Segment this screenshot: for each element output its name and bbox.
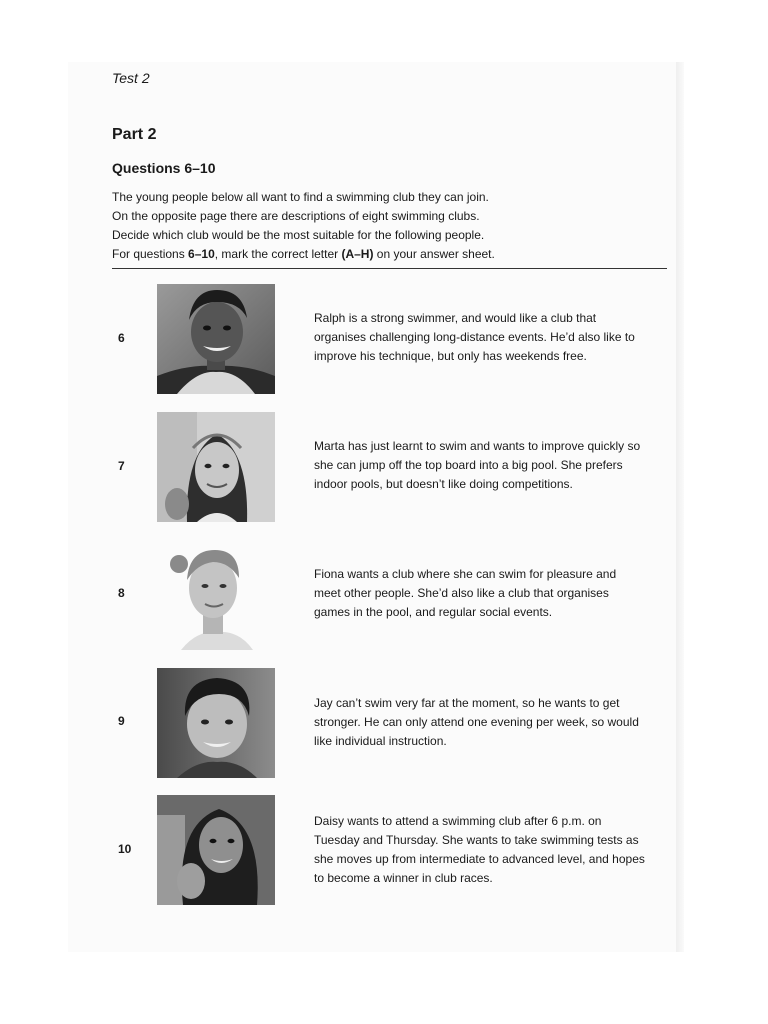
question-number: 7	[118, 459, 125, 473]
instruction-line: On the opposite page there are descriptions of eight swimming clubs.	[112, 209, 480, 223]
question-range: 6–10	[188, 247, 215, 261]
description-line: stronger. He can only attend one evening per week, so would	[314, 715, 639, 729]
questions-title: Questions 6–10	[112, 160, 216, 176]
instruction-text: , mark the correct letter	[214, 247, 342, 261]
instruction-line: Decide which club would be the most suitable for the following people.	[112, 228, 485, 242]
photo-marta	[157, 412, 275, 522]
instruction-text: on your answer sheet.	[373, 247, 495, 261]
instruction-line: The young people below all want to find a swimming club they can join.	[112, 190, 489, 204]
photo-fiona	[157, 540, 275, 650]
portrait-image	[157, 668, 275, 778]
description-line: meet other people. She’d also like a club that organises	[314, 586, 609, 600]
description-line: to become a winner in club races.	[314, 871, 493, 885]
description-line: Jay can’t swim very far at the moment, so he wants to get	[314, 696, 620, 710]
divider	[112, 268, 667, 269]
description-line: she can jump off the top board into a big pool. She prefers	[314, 458, 623, 472]
description-jay	[314, 694, 676, 751]
portrait-image	[157, 795, 275, 905]
description-line: games in the pool, and regular social events.	[314, 605, 553, 619]
instruction-text: For questions	[112, 247, 189, 261]
description-fiona	[314, 565, 676, 622]
description-marta	[314, 437, 676, 494]
question-number: 10	[118, 842, 132, 856]
description-line: Fiona wants a club where she can swim for pleasure and	[314, 567, 617, 581]
description-line: Tuesday and Thursday. She wants to take swimming tests as	[314, 833, 639, 847]
page-edge-shadow	[676, 62, 684, 952]
description-line: Daisy wants to attend a swimming club after 6 p.m. on	[314, 814, 602, 828]
description-line: improve his technique, but only has weekends free.	[314, 349, 587, 363]
description-ralph	[314, 309, 676, 366]
part-title: Part 2	[112, 126, 157, 143]
description-line: she moves up from intermediate to advanced level, and hopes	[314, 852, 645, 866]
instruction-line-last	[112, 245, 672, 264]
photo-daisy	[157, 795, 275, 905]
description-line: indoor pools, but doesn’t like doing competitions.	[314, 477, 573, 491]
letter-range: (A–H)	[341, 247, 374, 261]
question-number: 6	[118, 331, 125, 345]
photo-jay	[157, 668, 275, 778]
portrait-image	[157, 540, 275, 650]
description-line: Marta has just learnt to swim and wants to improve quickly so	[314, 439, 641, 453]
question-number: 8	[118, 586, 125, 600]
photo-ralph	[157, 284, 275, 394]
description-daisy	[314, 812, 676, 888]
question-number: 9	[118, 714, 125, 728]
description-line: Ralph is a strong swimmer, and would like a club that	[314, 311, 597, 325]
portrait-image	[157, 284, 275, 394]
instructions	[112, 188, 672, 264]
description-line: like individual instruction.	[314, 734, 447, 748]
description-line: organises challenging long-distance events. He’d also like to	[314, 330, 635, 344]
test-label: Test 2	[112, 70, 150, 86]
portrait-image	[157, 412, 275, 522]
